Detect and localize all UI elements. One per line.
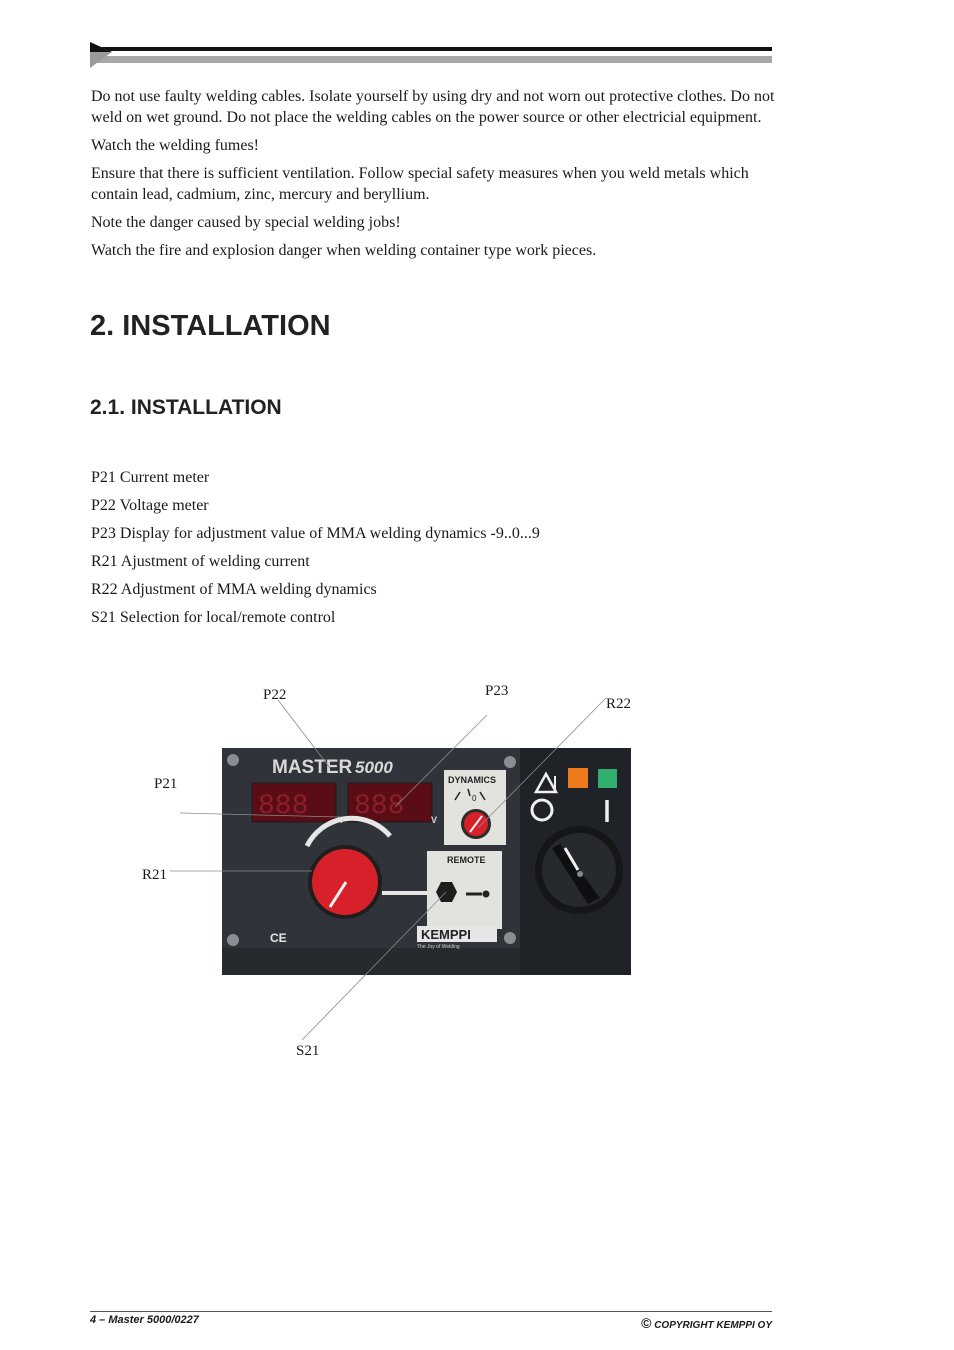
legend-item: S21 Selection for local/remote control [91,609,336,626]
power-indicator [598,769,617,788]
callout-p23: P23 [485,683,509,699]
callout-r21: R21 [142,867,168,883]
dynamics-zero: 0 [472,794,477,803]
callout-p21: P21 [154,776,178,792]
unit-volt: V [431,815,438,825]
legend-item: R21 Ajustment of welding current [91,553,310,570]
subsection-heading: 2.1. INSTALLATION [90,396,282,419]
page-footer-left: 4 – Master 5000/0227 [90,1314,199,1326]
current-display-digits: 888 [258,791,309,822]
footer-rule [90,1311,772,1312]
paragraph: Watch the welding fumes! [91,137,259,154]
ce-mark: CE [270,931,287,945]
legend-item: P21 Current meter [91,469,210,486]
copyright-text: COPYRIGHT KEMPPI OY [654,1320,772,1331]
legend-item: P23 Display for adjustment value of MMA welding dynamics -9..0...9 [91,525,540,542]
paragraph: Do not use faulty welding cables. Isolate yourself by using dry and not worn out protective clothes. Do not weld on wet ground. Do not place the welding cables on the power source or other electricial equipment. [91,88,775,126]
screw-icon [504,756,516,768]
voltage-display-digits: 888 [354,791,405,822]
copyright-icon: © [641,1315,652,1331]
kemppi-logo: KEMPPI [421,927,471,942]
section-heading: 2. INSTALLATION [90,310,331,342]
paragraph: Note the danger caused by special welding jobs! [91,214,401,231]
header-bar [90,42,772,70]
legend-item: P22 Voltage meter [91,497,209,514]
dynamics-label: DYNAMICS [448,775,497,785]
callout-p22: P22 [263,687,287,703]
kemppi-tagline: The Joy of Welding [417,944,460,950]
screw-icon [504,932,516,944]
unit-ampere: A [336,815,343,825]
screw-icon [227,934,239,946]
page-footer-right [641,1315,772,1331]
component-legend [91,464,781,632]
legend-item: R22 Adjustment of MMA welding dynamics [91,581,377,598]
paragraph: Ensure that there is sufficient ventilation. Follow special safety measures when you weld metals which contain lead, cadmium, zinc, mercury and beryllium. [91,165,749,203]
model-number: 5000 [355,758,393,777]
overheat-indicator [568,768,588,788]
callout-s21: S21 [296,1043,320,1059]
callout-r22: R22 [606,696,632,712]
paragraph: Watch the fire and explosion danger when welding container type work pieces. [91,242,597,259]
safety-text [91,86,781,268]
remote-label: REMOTE [447,855,486,865]
screw-icon [227,754,239,766]
brand-title: MASTER [272,757,353,778]
control-panel-figure [0,660,954,1080]
